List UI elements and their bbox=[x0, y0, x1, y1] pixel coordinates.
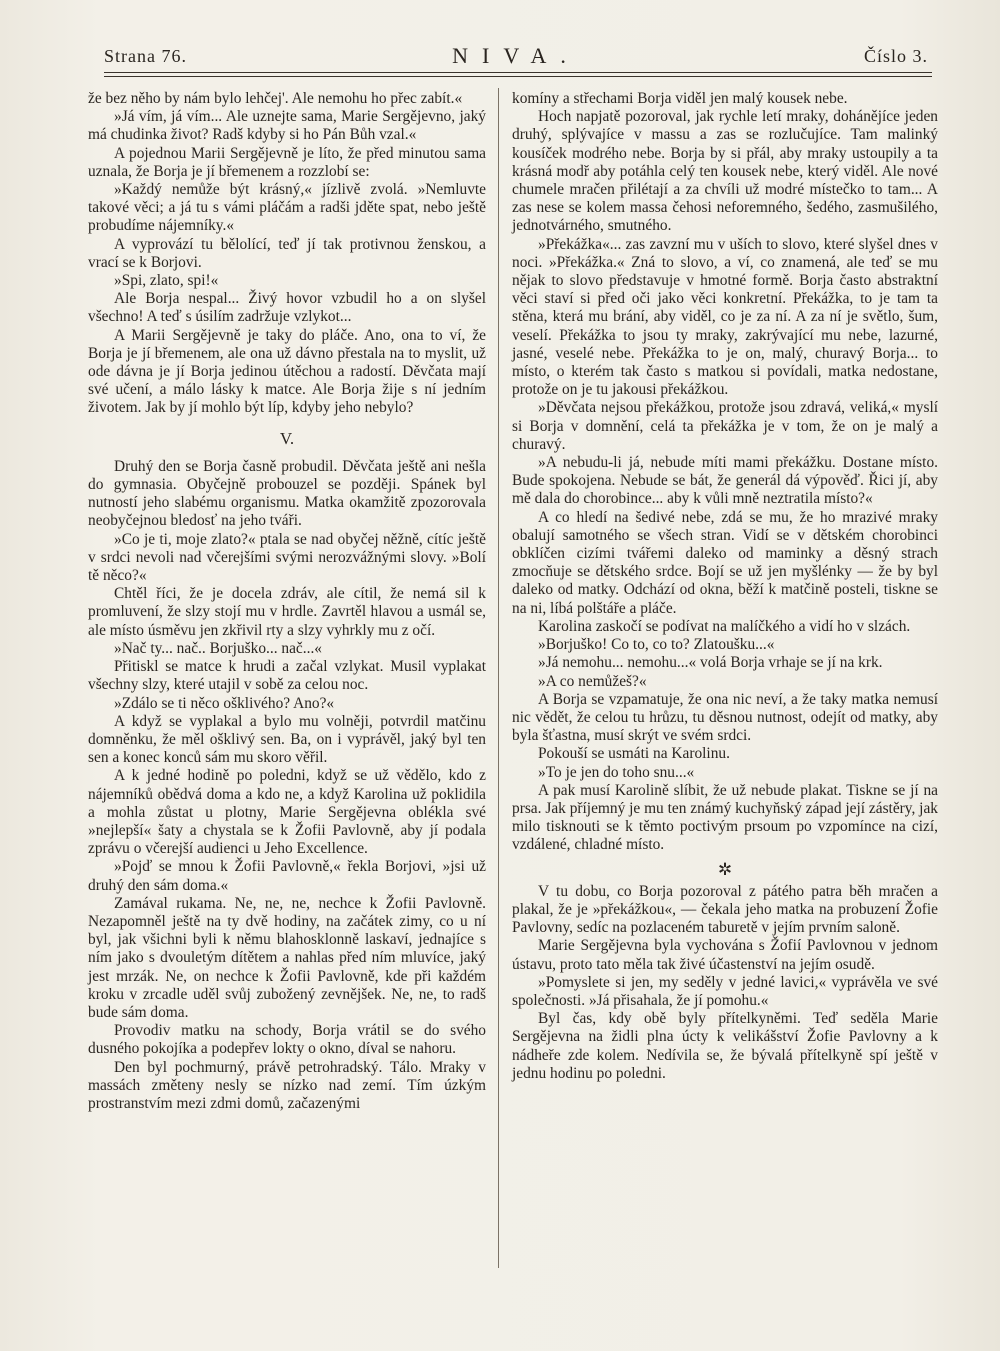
paragraph: »Spi, zlato, spi!« bbox=[114, 272, 219, 290]
paragraph: »Borjuško! Co to, co to? Zlatoušku...« bbox=[538, 636, 775, 654]
paragraph: A co hledí na šedivé nebe, zdá se mu, že ho mrazivé mraky obalují samotného se všech stran. Vidí se v dětském chorobinci obklíčen cizími tvářemi daleko od maminky a děsný strach zmocňuje se dětského srdce. Bojí se už jen myšlénky — že by byl daleko od matky. Odchází od okna, běží k matčině posteli, tiskne se na ni, líbá polštáře a pláče. bbox=[512, 508, 938, 617]
section-separator: ✲ bbox=[717, 859, 733, 879]
paragraph: komíny a střechami Borja viděl jen malý kousek nebe. bbox=[512, 90, 848, 107]
header-rule-thin bbox=[104, 76, 932, 77]
issue-number: Číslo 3. bbox=[863, 46, 928, 66]
paragraph: Zamával rukama. Ne, ne, ne, nechce k Žofii Pavlovně. Nezapomněl ještě na ty dvě hodiny, na začátek zimy, co u ní byl, jak všichni byli k němu blahosklonně laskaví, jednajíce s ním jako s dvouletým dítětem a nahlas před ním mluvíce, jaký jest mrzák. Ne, on nechce k Žofii Pavlovně, kde při každém kroku v zrcadle uděl svůj zubožený zevnějšek. Ne, ne, to radš bude sám doma. bbox=[88, 894, 486, 1021]
paragraph: Chtěl říci, že je docela zdráv, ale cítil, že nemá sil k promluvení, že slzy stojí mu v hrdle. Zavrtěl hlavou a usmál se, ale místo úsměvu jen zkřivil rty a slzy vyhrkly mu z očí. bbox=[88, 585, 486, 639]
paragraph: Den byl pochmurný, právě petrohradský. Tálo. Mraky v massách změteny nesly se nízko nad zemí. Tím úzkým prostranstvím mezi zdmi domů, začazenými bbox=[88, 1058, 486, 1112]
paragraph: Druhý den se Borja časně probudil. Děvčata ještě ani nešla do gymnasia. Obyčejně probouzel se později. Spánek byl nutností jeho slabému organismu. Matka okamžitě zpozorovala neobyčejnou bledosť na jeho tváři. bbox=[88, 457, 486, 530]
page-header bbox=[104, 43, 928, 72]
paragraph: Provodiv matku na schody, Borja vrátil se do svého dusného pokojíka a podepřev lokty o okno, díval se nahoru. bbox=[88, 1022, 486, 1058]
paragraph: Karolina zaskočí se podívat na malíčkého a vidí ho v slzách. bbox=[538, 617, 911, 635]
paragraph: »Každý nemůže být krásný,« jízlivě zvolá. »Nemluvte takové věci; a já tu s vámi pláčám a radši jděte spat, nebo ještě probudíme nájemníky.« bbox=[88, 181, 486, 235]
paragraph: Přitiskl se matce k hrudi a začal vzlykat. Musil vyplakat všechny slzy, které utajil v sobě za celou noc. bbox=[88, 658, 486, 694]
paragraph: »A nebudu-li já, nebude míti mami překážku. Dostane místo. Bude spokojena. Nebude se bát, že generál dá výpověď. Řici jí, aby mě dala do chorobince... aby k vůli mně neztratila místo?« bbox=[512, 454, 938, 508]
paragraph: »Já vím, já vím... Ale uznejte sama, Marie Sergějevno, jaký má chudinka život? Radš kdyby si ho Pán Bůh vzal.« bbox=[88, 108, 486, 144]
chapter-heading: V. bbox=[279, 428, 295, 448]
paragraph: »Pomyslete si jen, my seděly v jedné lavici,« vyprávěla ve své společnosti. »Já přisahala, že jí pomohu.« bbox=[512, 973, 938, 1009]
paragraph: »Co je ti, moje zlato?« ptala se nad obyčej něžně, cítíc ještě v srdci nevoli nad včerejšími svými nerozvážnými slovy. »Bolí tě něco?« bbox=[88, 530, 486, 585]
paragraph: Byl čas, kdy obě byly přítelkyněmi. Teď seděla Marie Sergějevna na židli plna úcty k velikášství Žofie Pavlovny a k nádheře zde kolem. Nedívila se, že bývalá přítelkyně spí ještě v jednu hodinu po poledni. bbox=[512, 1010, 938, 1082]
journal-title: NIVA. bbox=[452, 43, 580, 68]
paragraph: »Pojď se mnou k Žofii Pavlovně,« řekla Borjovi, »jsi už druhý den sám doma.« bbox=[88, 858, 486, 894]
paragraph: Pokouší se usmáti na Karolinu. bbox=[538, 745, 730, 763]
header-rule bbox=[104, 72, 932, 73]
paragraph: A pojednou Marii Sergějevně je líto, že před minutou sama uznala, že Borja je jí břemenem a rozzlobí se: bbox=[88, 144, 486, 180]
paragraph: »Překážka«... zas zavzní mu v uších to slovo, které slyšel dnes v noci. »Překážka.« Zná to slovo, a ví, co znamená, ale teď se mu nějak to slovo představuje v hmotné formě. Borja často abstraktní věci staví si před oči jako věci konkretní. Překážka, to je tam ta stěna, která mu brání, aby viděl, co je za ní. A za ní je světlo, šum, veselí. Překážka to jsou ty mraky, zakrývající mu nebe, lazurné, jasné, veselé nebe. Překážka to je on, malý, churavý Borja... to místo, o kterém tak často s matkou si povídali, matka nedostane, protože on je tu jakousi překážkou. bbox=[512, 235, 938, 399]
column-divider bbox=[498, 88, 499, 1268]
paragraph: »A co nemůžeš?« bbox=[538, 672, 647, 690]
left-column bbox=[88, 90, 486, 1113]
paragraph: A Borja se vzpamatuje, že ona nic neví, a že taky matka nemusí nic vědět, že celou tu hrůzu, tu děsnou nutnost, odejít od matky, aby byla šťastna, musí skrýt ve svém srdci. bbox=[512, 690, 938, 745]
paragraph: »To je jen do toho snu...« bbox=[538, 763, 695, 781]
paragraph: A vyprovází tu bělolící, teď jí tak protivnou ženskou, a vrací se k Borjovi. bbox=[88, 235, 486, 271]
paragraph: »Zdálo se ti něco ošklivého? Ano?« bbox=[114, 694, 335, 712]
paragraph: A pak musí Karolině slíbit, že už nebude plakat. Tiskne se jí na prsa. Jak příjemný je mu ten známý kuchyňský západ její zástěry, jak milo tisknouti se k těmto poctivým prsoum po vzpomínce na cizí, vzdálené, chladné místo. bbox=[512, 781, 938, 854]
paragraph: Ale Borja nespal... Živý hovor vzbudil ho a on slyšel všechno! A teď s úsilím zadržuje vzlykot... bbox=[88, 290, 486, 326]
paragraph: »Děvčata nejsou překážkou, protože jsou zdravá, veliká,« myslí si Borja v domnění, celá ta překážka je v tom, že on je malý a churavý. bbox=[512, 399, 938, 453]
right-column bbox=[512, 90, 938, 1083]
paragraph: že bez něho by nám bylo lehčej'. Ale nemohu ho přec zabít.« bbox=[88, 90, 463, 107]
paragraph: A když se vyplakal a bylo mu volněji, potvrdil matčinu domněnku, že měl ošklivý sen. Ba, on i vyprávěl, jaký byl ten sen a konec konců sám mu skoro věřil. bbox=[88, 712, 486, 767]
paragraph: Marie Sergějevna byla vychována s Žofií Pavlovnou v jednom ústavu, proto tato měla tak živé účastenství na jejím osudě. bbox=[512, 937, 938, 973]
paragraph: »Já nemohu... nemohu...« volá Borja vrhaje se jí na krk. bbox=[538, 654, 883, 672]
paragraph: V tu dobu, co Borja pozoroval z pátého patra běh mračen a plakal, že je »překážkou«, — čekala jeho matka na probuzení Žofie Pavlovny, sedíc na pozlaceném taburetě v jejím prvním saloně. bbox=[512, 882, 938, 937]
paragraph: Hoch napjatě pozoroval, jak rychle letí mraky, dohánějíce jeden druhý, splývajíce v massu a zas se rozlučujíce. Tam malinký kousíček modrého nebe. Borja by si přál, aby mraky ustoupily a ta krásná modř aby potáhla celý ten kousek nebe, který viděl. Ale nové chumele mračen přilétají a za chvíli už modré místečko to tam... A zas nese se kolem massa čehosi neforemného, šedého, zasmušilého, jednotvárného, smutného. bbox=[512, 108, 938, 235]
paragraph: »Nač ty... nač.. Borjuško... nač...« bbox=[114, 639, 323, 657]
page-number: Strana 76. bbox=[104, 46, 187, 66]
paragraph: A k jedné hodině po poledni, když se už vědělo, kdo z nájemníků obědvá doma a kdo ne, a když Karolina už poklidila a mohla zůstat u plotny, Marie Sergějevna oblékla své »nejlepší« šaty a chystala se k Žofii Pavlovně, aby jí podala zprávu o včerejší audienci u Jeho Excellence. bbox=[88, 767, 486, 858]
paragraph: A Marii Sergějevně je taky do pláče. Ano, ona to ví, že Borja je jí břemenem, ale ona už dávno přestala na to myslit, už ode dávna je jí Borja jedinou útěchou a radostí. Děvčata mají své učení, a málo lásky k matce. Ale Borja žije s ní jedním životem. Jak by jí mohlo být líp, kdyby jeho nebylo? bbox=[88, 326, 486, 417]
